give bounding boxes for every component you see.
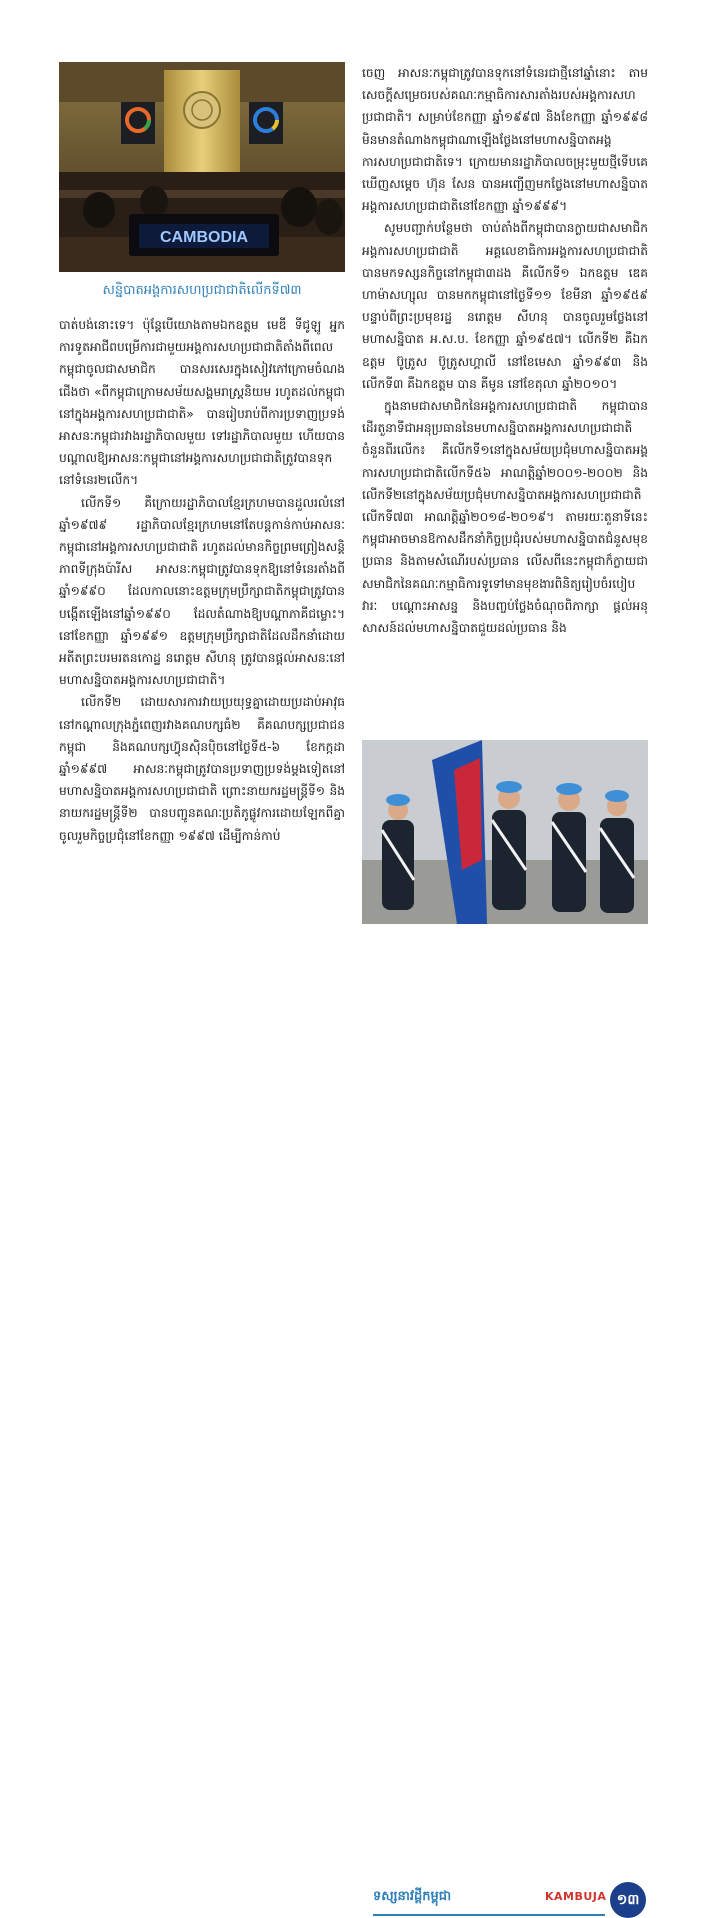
right-paragraph-1: ចេញ អាសនៈកម្ពុជាត្រូវបានទុកនៅទំនេរជាថ្មីនៅឆ្នាំនោះ តាមសេចក្ដីសម្រេចរបស់គណៈកម្មាធិការសារតាំងរបស់អង្គការសហប្រជាជាតិ។ សម្រាប់ខែកញ្ញា ឆ្នាំ១៩៩៧ និងខែកញ្ញា ឆ្នាំ១៩៩៨ មិនមានតំណាងកម្ពុជាណាឡើងថ្លែងនៅមហាសន្និបាតអង្គការសហប្រជាជាតិទេ។ ក្រោយមានរដ្ឋាភិបាលចម្រុះមួយថ្មីទើបគេឃើញសម្ដេច ហ៊ុន សែន បានអញ្ជើញមកថ្លែងនៅមហាសន្និបាតអង្គការសហប្រជាជាតិនៅខែកញ្ញា ឆ្នាំ១៩៩៩។ xyxy=(362,66,648,214)
peacekeepers-illustration xyxy=(362,740,648,924)
cambodia-placard: CAMBODIA xyxy=(160,229,248,246)
un-assembly-illustration xyxy=(59,62,345,272)
right-paragraph-2: សូមបញ្ជាក់បន្ថែមថា ចាប់តាំងពីកម្ពុជាបានក្លាយជាសមាជិកអង្គការសហប្រជាជាតិ អគ្គលេខាធិការអង្គការសហប្រជាជាតិបានមកទស្សនកិច្ចនៅកម្ពុជា៣ដង គឺលើកទី១ ឯកឧត្តម ឌេគ ហាម៉ាសហ្សុល បានមកកម្ពុជានៅថ្ងៃទី១១ ខែមីនា ឆ្នាំ១៩៥៩ បន្ទាប់ពីព្រះប្រមុខរដ្ឋ នរោត្តម សីហនុ បានចូលរួមថ្លែងនៅមហាសន្និបាត អ.ស.ប. ខែកញ្ញា ឆ្នាំ១៩៥៧។ លើកទី២ គឺឯកឧត្តម ប៊ូត្រូស ប៊ូត្រូសហ្គាលី នៅខែមេសា ឆ្នាំ១៩៩៣ និងលើកទី៣ គឺឯកឧត្តម បាន គីមូន នៅខែតុលា ឆ្នាំ២០១០។ xyxy=(362,221,648,391)
brand-label: KAMBUJA xyxy=(545,1890,607,1903)
peacekeepers-photo xyxy=(362,740,648,924)
photo-caption: សន្និបាតអង្គការសហប្រជាជាតិលើកទី៧៣ xyxy=(102,283,302,298)
right-paragraph-3: ក្នុងនាមជាសមាជិកនៃអង្គការសហប្រជាជាតិ កម្ពុជាបានដើរតួនាទីជាអនុប្រធាននៃមហាសន្និបាតអង្គការសហប្រជាជាតិចំនួនពីរលើក៖ គឺលើកទី១នៅក្នុងសម័យប្រជុំមហាសន្និបាតអង្គការសហប្រជាជាតិលើកទី៥៦ អាណត្តិឆ្នាំ២០០១-២០០២ និងលើកទី២នៅក្នុងសម័យប្រជុំមហាសន្និបាតអង្គការសហប្រជាជាតិលើកទី៧៣ អាណត្តិឆ្នាំ២០១៨-២០១៩។ តាមរយៈតួនាទីនេះ កម្ពុជាអាចមានឱកាសដឹកនាំកិច្ចប្រជុំរបស់មហាសន្និបាតជំនួសមុខប្រធាន និងតាមសំណើរបស់ប្រធាន លើសពីនេះកម្ពុជាក៏ក្លាយជាសមាជិកនៃគណៈកម្មាធិការទូទៅមានមុខងារពិនិត្យរៀបចំរបៀបវារៈ បណ្ដោះអាសន្ន និងបញ្ចប់ថ្លែងចំណុចពិភាក្សា ផ្ដល់អនុសាសន៍ដល់មហាសន្និបាតជួយដល់ប្រធាន និង xyxy=(362,399,649,636)
left-column-text xyxy=(59,314,345,847)
left-paragraph-3: លើកទី២ ដោយសារការវាយប្រយុទ្ធគ្នាដោយប្រដាប់អាវុធនៅកណ្ដាលក្រុងភ្នំពេញរវាងគណបក្សធំ២ គឺគណបក្សប្រជាជនកម្ពុជា និងគណបក្សហ៊្វុនស៊ិនប៉ិចនៅថ្ងៃទី៥-៦ ខែកក្កដា ឆ្នាំ១៩៩៧ អាសនៈកម្ពុជាត្រូវបានប្រទាញប្រទង់ម្ដងទៀតនៅមហាសន្និបាតអង្គការសហប្រជាជាតិ ព្រោះនាយករដ្ឋមន្ត្រីទី១ និងនាយករដ្ឋមន្ត្រីទី២ បានបញ្ជូនគណៈប្រតិភូផ្លូវការដោយឡែកពីគ្នាចូលរួមកិច្ចប្រជុំនៅខែកញ្ញា ១៩៩៧ ដើម្បីកាន់កាប់ xyxy=(59,695,345,843)
page-number-badge: ១៣ xyxy=(610,1882,646,1918)
left-paragraph-2: លើកទី១ គឺក្រោយរដ្ឋាភិបាលខ្មែរក្រហមបានដួលរលំនៅឆ្នាំ១៩៧៩ រដ្ឋាភិបាលខ្មែរក្រហមនៅតែបន្តកាន់កាប់អាសនៈកម្ពុជានៅអង្គការសហប្រជាជាតិ រហូតដល់មានកិច្ចព្រមព្រៀងសន្តិភាពទីក្រុងប៉ារីស អាសនៈកម្ពុជាត្រូវបានទុកឱ្យនៅទំនេរតាំងពីឆ្នាំ១៩៩០ ដែលកាលនោះឧត្តមក្រុមប្រឹក្សាជាតិកម្ពុជាត្រូវបានបង្កើតឡើងនៅឆ្នាំ១៩៩០ ដែលតំណាងឱ្យបណ្ដាភាគីជម្លោះ។ នៅខែកញ្ញា ឆ្នាំ១៩៩១ ឧត្តមក្រុមប្រឹក្សាជាតិដែលដឹកនាំដោយអតីតព្រះបរមរតនកោដ្ឋ នរោត្តម សីហនុ ត្រូវបានផ្ដល់អាសនៈនៅមហាសន្និបាតអង្គការសហប្រជាជាតិ។ xyxy=(59,495,345,688)
magazine-title: ទស្សនាវដ្ដីកម្ពុជា xyxy=(373,1889,452,1904)
right-column-text xyxy=(362,62,648,639)
footer-divider xyxy=(373,1914,605,1916)
page-footer xyxy=(0,940,707,1908)
left-paragraph-1: បាត់បង់នោះទេ។ ប៉ុន្តែបើយោងតាមឯកឧត្តម មេឌី ទីជូឡូ អ្នកការទូតអាជីពបម្រើការជាមួយអង្គការសហប្រជាជាតិតាំងពីពេលកម្ពុជាចូលជាសមាជិក បានសរសេរក្នុងសៀវភៅក្រោមចំណងជើងថា «ពីកម្ពុជាក្រោមសម័យសង្គមរាស្ត្រនិយម រហូតដល់កម្ពុជានៅក្នុងអង្គការសហប្រជាជាតិ» បានរៀបរាប់ពីការប្រទាញប្រទង់អាសនៈកម្ពុជារវាងរដ្ឋាភិបាលមួយ ទៅរដ្ឋាភិបាលមួយ ហើយបានបណ្ដាលឱ្យអាសនៈកម្ពុជានៅអង្គការសហប្រជាជាតិត្រូវបានទុកនៅទំនេរ២លើក។ xyxy=(59,318,345,488)
un-assembly-photo xyxy=(59,62,345,272)
